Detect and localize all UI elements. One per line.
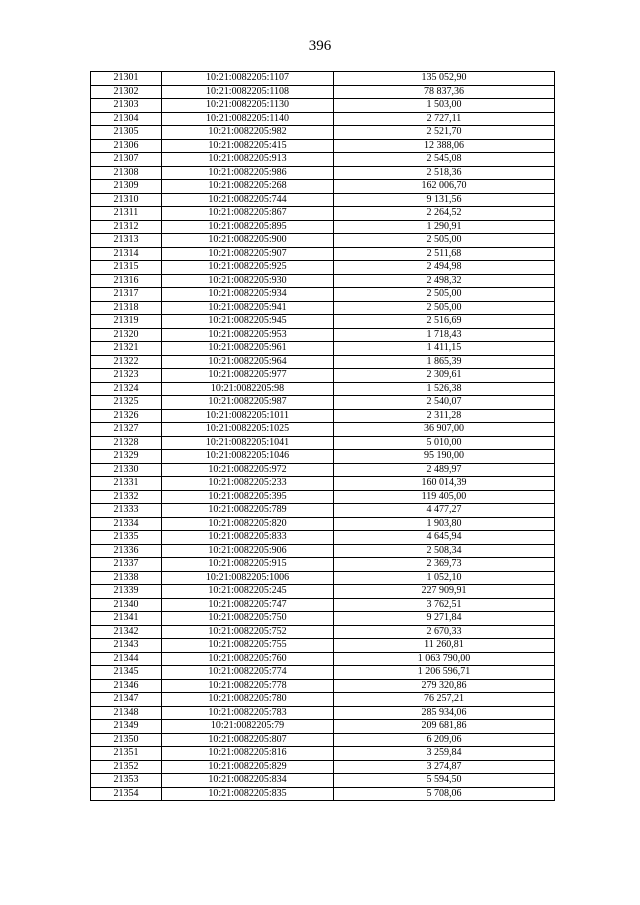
- cadastral-value-cell: 36 907,00: [334, 423, 555, 437]
- row-number-cell: 21351: [91, 747, 162, 761]
- cadastral-number-cell: 10:21:0082205:1011: [162, 409, 334, 423]
- cadastral-value-cell: 2 494,98: [334, 261, 555, 275]
- row-number-cell: 21352: [91, 760, 162, 774]
- table-row: [91, 544, 555, 558]
- cadastral-value-cell: 2 540,07: [334, 396, 555, 410]
- table-row: [91, 585, 555, 599]
- cadastral-number-cell: 10:21:0082205:961: [162, 342, 334, 356]
- cadastral-number-cell: 10:21:0082205:747: [162, 598, 334, 612]
- page-number: 396: [308, 38, 332, 54]
- cadastral-value-cell: 279 320,86: [334, 679, 555, 693]
- table-row: [91, 666, 555, 680]
- cadastral-number-cell: 10:21:0082205:986: [162, 166, 334, 180]
- cadastral-value-cell: 227 909,91: [334, 585, 555, 599]
- cadastral-number-cell: 10:21:0082205:1025: [162, 423, 334, 437]
- cadastral-value-cell: 1 411,15: [334, 342, 555, 356]
- cadastral-number-cell: 10:21:0082205:1046: [162, 450, 334, 464]
- row-number-cell: 21353: [91, 774, 162, 788]
- cadastral-value-cell: 12 388,06: [334, 139, 555, 153]
- table-row: [91, 747, 555, 761]
- row-number-cell: 21334: [91, 517, 162, 531]
- cadastral-value-cell: 2 498,32: [334, 274, 555, 288]
- row-number-cell: 21349: [91, 720, 162, 734]
- table-row: [91, 166, 555, 180]
- cadastral-value-cell: 3 762,51: [334, 598, 555, 612]
- row-number-cell: 21328: [91, 436, 162, 450]
- row-number-cell: 21337: [91, 558, 162, 572]
- table-row: [91, 72, 555, 86]
- cadastral-value-cell: 1 526,38: [334, 382, 555, 396]
- row-number-cell: 21309: [91, 180, 162, 194]
- table-row: [91, 409, 555, 423]
- cadastral-number-cell: 10:21:0082205:907: [162, 247, 334, 261]
- table-row: [91, 652, 555, 666]
- cadastral-value-cell: 2 521,70: [334, 126, 555, 140]
- cadastral-number-cell: 10:21:0082205:987: [162, 396, 334, 410]
- row-number-cell: 21314: [91, 247, 162, 261]
- table-row: [91, 274, 555, 288]
- cadastral-number-cell: 10:21:0082205:982: [162, 126, 334, 140]
- cadastral-value-cell: 78 837,36: [334, 85, 555, 99]
- table-row: [91, 679, 555, 693]
- table-row: [91, 315, 555, 329]
- cadastral-number-cell: 10:21:0082205:79: [162, 720, 334, 734]
- row-number-cell: 21341: [91, 612, 162, 626]
- row-number-cell: 21303: [91, 99, 162, 113]
- cadastral-number-cell: 10:21:0082205:245: [162, 585, 334, 599]
- table-row: [91, 153, 555, 167]
- table-row: [91, 450, 555, 464]
- row-number-cell: 21317: [91, 288, 162, 302]
- row-number-cell: 21316: [91, 274, 162, 288]
- row-number-cell: 21306: [91, 139, 162, 153]
- cadastral-number-cell: 10:21:0082205:835: [162, 787, 334, 801]
- cadastral-number-cell: 10:21:0082205:867: [162, 207, 334, 221]
- cadastral-value-cell: 2 505,00: [334, 301, 555, 315]
- cadastral-number-cell: 10:21:0082205:415: [162, 139, 334, 153]
- table-row: [91, 625, 555, 639]
- table-row: [91, 396, 555, 410]
- cadastral-value-cell: 2 489,97: [334, 463, 555, 477]
- cadastral-number-cell: 10:21:0082205:755: [162, 639, 334, 653]
- table-row: [91, 558, 555, 572]
- table-row: [91, 490, 555, 504]
- cadastral-number-cell: 10:21:0082205:930: [162, 274, 334, 288]
- cadastral-value-cell: 1 063 790,00: [334, 652, 555, 666]
- cadastral-value-cell: 95 190,00: [334, 450, 555, 464]
- cadastral-value-cell: 5 594,50: [334, 774, 555, 788]
- row-number-cell: 21343: [91, 639, 162, 653]
- cadastral-number-cell: 10:21:0082205:752: [162, 625, 334, 639]
- cadastral-number-cell: 10:21:0082205:900: [162, 234, 334, 248]
- cadastral-value-cell: 162 006,70: [334, 180, 555, 194]
- cadastral-number-cell: 10:21:0082205:1107: [162, 72, 334, 86]
- row-number-cell: 21322: [91, 355, 162, 369]
- cadastral-number-cell: 10:21:0082205:1006: [162, 571, 334, 585]
- cadastral-number-cell: 10:21:0082205:778: [162, 679, 334, 693]
- table-row: [91, 112, 555, 126]
- cadastral-value-cell: 2 508,34: [334, 544, 555, 558]
- row-number-cell: 21324: [91, 382, 162, 396]
- cadastral-number-cell: 10:21:0082205:1108: [162, 85, 334, 99]
- row-number-cell: 21330: [91, 463, 162, 477]
- cadastral-value-cell: 1 903,80: [334, 517, 555, 531]
- row-number-cell: 21325: [91, 396, 162, 410]
- table-row: [91, 247, 555, 261]
- table-row: [91, 234, 555, 248]
- table-row: [91, 774, 555, 788]
- row-number-cell: 21319: [91, 315, 162, 329]
- cadastral-number-cell: 10:21:0082205:915: [162, 558, 334, 572]
- row-number-cell: 21347: [91, 693, 162, 707]
- row-number-cell: 21339: [91, 585, 162, 599]
- row-number-cell: 21307: [91, 153, 162, 167]
- table-row: [91, 531, 555, 545]
- cadastral-number-cell: 10:21:0082205:1041: [162, 436, 334, 450]
- row-number-cell: 21323: [91, 369, 162, 383]
- row-number-cell: 21342: [91, 625, 162, 639]
- row-number-cell: 21315: [91, 261, 162, 275]
- cadastral-number-cell: 10:21:0082205:953: [162, 328, 334, 342]
- row-number-cell: 21346: [91, 679, 162, 693]
- cadastral-value-cell: 2 505,00: [334, 234, 555, 248]
- cadastral-value-cell: 209 681,86: [334, 720, 555, 734]
- row-number-cell: 21338: [91, 571, 162, 585]
- cadastral-number-cell: 10:21:0082205:774: [162, 666, 334, 680]
- row-number-cell: 21301: [91, 72, 162, 86]
- row-number-cell: 21333: [91, 504, 162, 518]
- table-row: [91, 706, 555, 720]
- cadastral-number-cell: 10:21:0082205:941: [162, 301, 334, 315]
- cadastral-number-cell: 10:21:0082205:1140: [162, 112, 334, 126]
- row-number-cell: 21344: [91, 652, 162, 666]
- row-number-cell: 21340: [91, 598, 162, 612]
- cadastral-value-cell: 119 405,00: [334, 490, 555, 504]
- cadastral-number-cell: 10:21:0082205:895: [162, 220, 334, 234]
- cadastral-number-cell: 10:21:0082205:834: [162, 774, 334, 788]
- cadastral-value-cell: 1 052,10: [334, 571, 555, 585]
- row-number-cell: 21350: [91, 733, 162, 747]
- table-row: [91, 760, 555, 774]
- row-number-cell: 21305: [91, 126, 162, 140]
- cadastral-number-cell: 10:21:0082205:789: [162, 504, 334, 518]
- row-number-cell: 21345: [91, 666, 162, 680]
- table-row: [91, 85, 555, 99]
- cadastral-value-cell: 2 511,68: [334, 247, 555, 261]
- cadastral-value-cell: 2 670,33: [334, 625, 555, 639]
- cadastral-number-cell: 10:21:0082205:783: [162, 706, 334, 720]
- row-number-cell: 21348: [91, 706, 162, 720]
- table-row: [91, 180, 555, 194]
- cadastral-number-cell: 10:21:0082205:268: [162, 180, 334, 194]
- cadastral-number-cell: 10:21:0082205:913: [162, 153, 334, 167]
- cadastral-number-cell: 10:21:0082205:98: [162, 382, 334, 396]
- table-row: [91, 220, 555, 234]
- row-number-cell: 21354: [91, 787, 162, 801]
- cadastral-value-cell: 1 718,43: [334, 328, 555, 342]
- row-number-cell: 21311: [91, 207, 162, 221]
- cadastral-number-cell: 10:21:0082205:760: [162, 652, 334, 666]
- row-number-cell: 21304: [91, 112, 162, 126]
- table-body: [91, 72, 555, 801]
- row-number-cell: 21331: [91, 477, 162, 491]
- cadastral-number-cell: 10:21:0082205:750: [162, 612, 334, 626]
- cadastral-value-cell: 5 708,06: [334, 787, 555, 801]
- table-row: [91, 126, 555, 140]
- cadastral-value-cell: 2 727,11: [334, 112, 555, 126]
- table-row: [91, 261, 555, 275]
- row-number-cell: 21312: [91, 220, 162, 234]
- table-row: [91, 612, 555, 626]
- cadastral-value-cell: 2 505,00: [334, 288, 555, 302]
- table-row: [91, 342, 555, 356]
- table-row: [91, 720, 555, 734]
- cadastral-value-cell: 135 052,90: [334, 72, 555, 86]
- cadastral-value-cell: 2 309,61: [334, 369, 555, 383]
- row-number-cell: 21302: [91, 85, 162, 99]
- row-number-cell: 21318: [91, 301, 162, 315]
- table-row: [91, 328, 555, 342]
- cadastral-value-cell: 3 259,84: [334, 747, 555, 761]
- cadastral-value-cell: 2 518,36: [334, 166, 555, 180]
- table-row: [91, 301, 555, 315]
- table-row: [91, 477, 555, 491]
- row-number-cell: 21310: [91, 193, 162, 207]
- cadastral-value-cell: 2 516,69: [334, 315, 555, 329]
- cadastral-number-cell: 10:21:0082205:816: [162, 747, 334, 761]
- table-row: [91, 288, 555, 302]
- cadastral-value-cell: 1 503,00: [334, 99, 555, 113]
- cadastral-number-cell: 10:21:0082205:744: [162, 193, 334, 207]
- cadastral-value-cell: 76 257,21: [334, 693, 555, 707]
- table-row: [91, 571, 555, 585]
- cadastral-number-cell: 10:21:0082205:972: [162, 463, 334, 477]
- row-number-cell: 21313: [91, 234, 162, 248]
- table-row: [91, 207, 555, 221]
- table-row: [91, 504, 555, 518]
- cadastral-number-cell: 10:21:0082205:945: [162, 315, 334, 329]
- table-row: [91, 369, 555, 383]
- cadastral-number-cell: 10:21:0082205:233: [162, 477, 334, 491]
- table-row: [91, 517, 555, 531]
- cadastral-value-cell: 1 865,39: [334, 355, 555, 369]
- row-number-cell: 21326: [91, 409, 162, 423]
- cadastral-value-cell: 6 209,06: [334, 733, 555, 747]
- cadastral-value-cell: 11 260,81: [334, 639, 555, 653]
- table-row: [91, 787, 555, 801]
- table-row: [91, 423, 555, 437]
- cadastral-number-cell: 10:21:0082205:395: [162, 490, 334, 504]
- table-row: [91, 139, 555, 153]
- table-row: [91, 382, 555, 396]
- cadastral-value-cell: 160 014,39: [334, 477, 555, 491]
- cadastral-number-cell: 10:21:0082205:829: [162, 760, 334, 774]
- cadastral-number-cell: 10:21:0082205:1130: [162, 99, 334, 113]
- cadastral-number-cell: 10:21:0082205:780: [162, 693, 334, 707]
- cadastral-number-cell: 10:21:0082205:906: [162, 544, 334, 558]
- table-row: [91, 598, 555, 612]
- row-number-cell: 21320: [91, 328, 162, 342]
- cadastral-value-cell: 285 934,06: [334, 706, 555, 720]
- table-row: [91, 463, 555, 477]
- cadastral-value-cell: 3 274,87: [334, 760, 555, 774]
- table-row: [91, 193, 555, 207]
- table-row: [91, 99, 555, 113]
- row-number-cell: 21327: [91, 423, 162, 437]
- cadastral-number-cell: 10:21:0082205:934: [162, 288, 334, 302]
- row-number-cell: 21329: [91, 450, 162, 464]
- cadastral-value-cell: 1 206 596,71: [334, 666, 555, 680]
- table-row: [91, 639, 555, 653]
- cadastral-number-cell: 10:21:0082205:807: [162, 733, 334, 747]
- cadastral-value-cell: 1 290,91: [334, 220, 555, 234]
- row-number-cell: 21332: [91, 490, 162, 504]
- cadastral-value-table: [90, 71, 555, 801]
- row-number-cell: 21335: [91, 531, 162, 545]
- cadastral-number-cell: 10:21:0082205:964: [162, 355, 334, 369]
- row-number-cell: 21308: [91, 166, 162, 180]
- table-row: [91, 693, 555, 707]
- cadastral-value-cell: 9 271,84: [334, 612, 555, 626]
- cadastral-value-cell: 4 477,27: [334, 504, 555, 518]
- cadastral-value-cell: 2 369,73: [334, 558, 555, 572]
- row-number-cell: 21336: [91, 544, 162, 558]
- cadastral-number-cell: 10:21:0082205:977: [162, 369, 334, 383]
- cadastral-number-cell: 10:21:0082205:833: [162, 531, 334, 545]
- cadastral-value-cell: 2 545,08: [334, 153, 555, 167]
- cadastral-value-cell: 4 645,94: [334, 531, 555, 545]
- cadastral-value-cell: 5 010,00: [334, 436, 555, 450]
- cadastral-value-cell: 9 131,56: [334, 193, 555, 207]
- cadastral-number-cell: 10:21:0082205:925: [162, 261, 334, 275]
- cadastral-value-cell: 2 311,28: [334, 409, 555, 423]
- table-row: [91, 733, 555, 747]
- cadastral-value-cell: 2 264,52: [334, 207, 555, 221]
- cadastral-number-cell: 10:21:0082205:820: [162, 517, 334, 531]
- table-row: [91, 355, 555, 369]
- row-number-cell: 21321: [91, 342, 162, 356]
- table-row: [91, 436, 555, 450]
